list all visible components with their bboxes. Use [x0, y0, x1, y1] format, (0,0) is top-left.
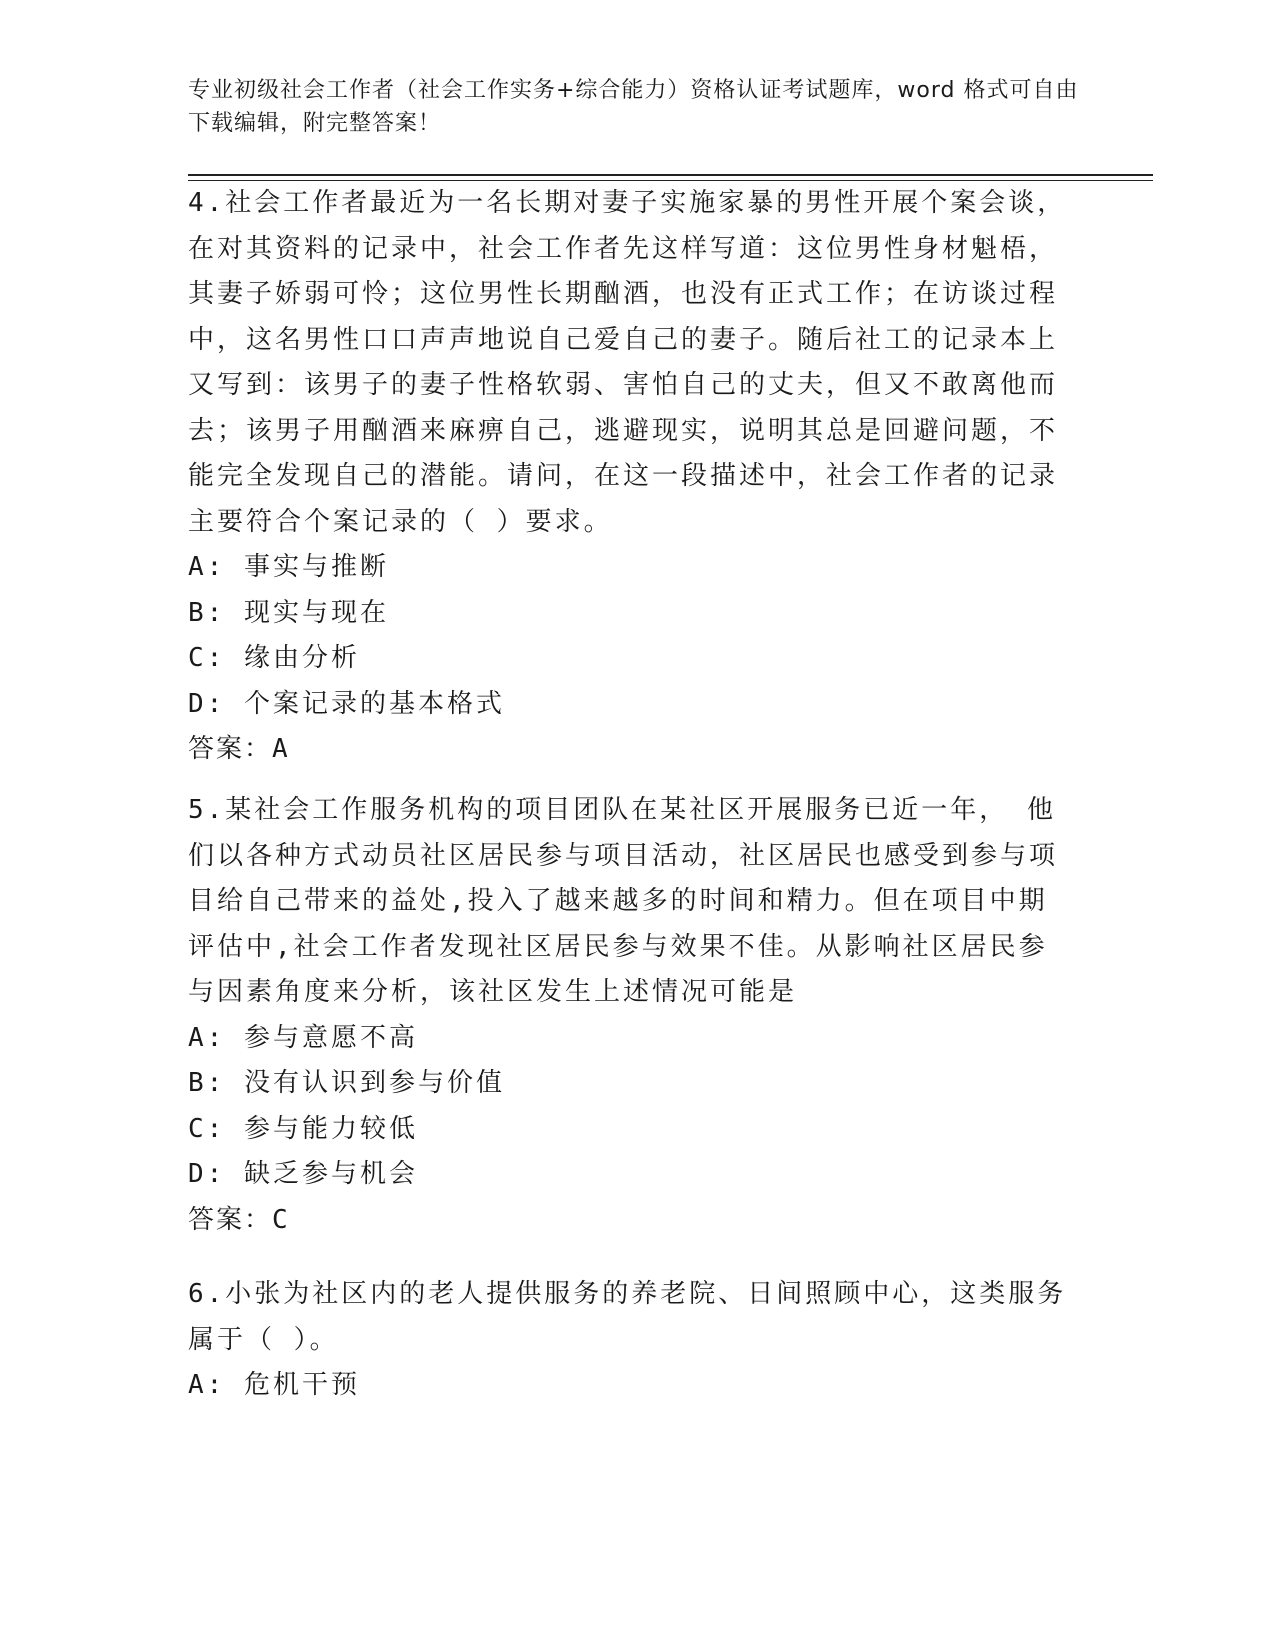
document-header [188, 74, 1088, 140]
question-stem: 4.社会工作者最近为一名长期对妻子实施家暴的男性开展个案会谈，在对其资料的记录中，社会工作者先这样写道：这位男性身材魁梧，其妻子娇弱可怜；这位男性长期酗酒，也没有正式工作；在访谈过程中，这名男性口口声声地说自己爱自己的妻子。随后社工的记录本上又写到：该男子的妻子性格软弱、害怕自己的丈夫，但又不敢离他而去；该男子用酗酒来麻痹自己，逃避现实，说明其总是回避问题，不能完全发现自己的潜能。请问，在这一段描述中，社会工作者的记录主要符合个案记录的（ ）要求。 [188, 188, 1067, 537]
option-d: D: 个案记录的基本格式 [188, 688, 505, 719]
question-stem: 6.小张为社区内的老人提供服务的养老院、日间照顾中心，这类服务属于（ ）。 [188, 1279, 1067, 1355]
question-5 [188, 788, 1068, 1243]
option-a: A: 参与意愿不高 [188, 1022, 418, 1053]
option-c: C: 缘由分析 [188, 643, 360, 673]
question-6 [188, 1272, 1068, 1409]
answer-value: C [272, 1204, 290, 1235]
answer-label: 答案： [188, 1204, 273, 1235]
option-d: D: 缺乏参与机会 [188, 1159, 418, 1189]
option-b: B: 现实与现在 [188, 597, 389, 628]
option-a: A: 事实与推断 [188, 552, 389, 582]
option-a: A: 危机干预 [188, 1370, 360, 1400]
answer-line [188, 1198, 1068, 1244]
header-divider [188, 174, 1153, 181]
option-c: C: 参与能力较低 [188, 1113, 418, 1144]
question-stem: 5.某社会工作服务机构的项目团队在某社区开展服务已近一年， 他们以各种方式动员社区居民参与项目活动，社区居民也感受到参与项目给自己带来的益处,投入了越来越多的时间和精力。但在项目中期评估中,社会工作者发现社区居民参与效果不佳。从影响社区居民参与因素角度来分析，该社区发生上述情况可能是 [188, 795, 1059, 1007]
answer-label: 答案： [188, 734, 273, 764]
answer-line [188, 727, 1068, 773]
answer-value: A [272, 734, 290, 764]
header-title: 专业初级社会工作者（社会工作实务+综合能力）资格认证考试题库，word 格式可自由下载编辑，附完整答案！ [188, 78, 1079, 136]
question-4 [188, 181, 1068, 773]
option-b: B: 没有认识到参与价值 [188, 1068, 505, 1098]
